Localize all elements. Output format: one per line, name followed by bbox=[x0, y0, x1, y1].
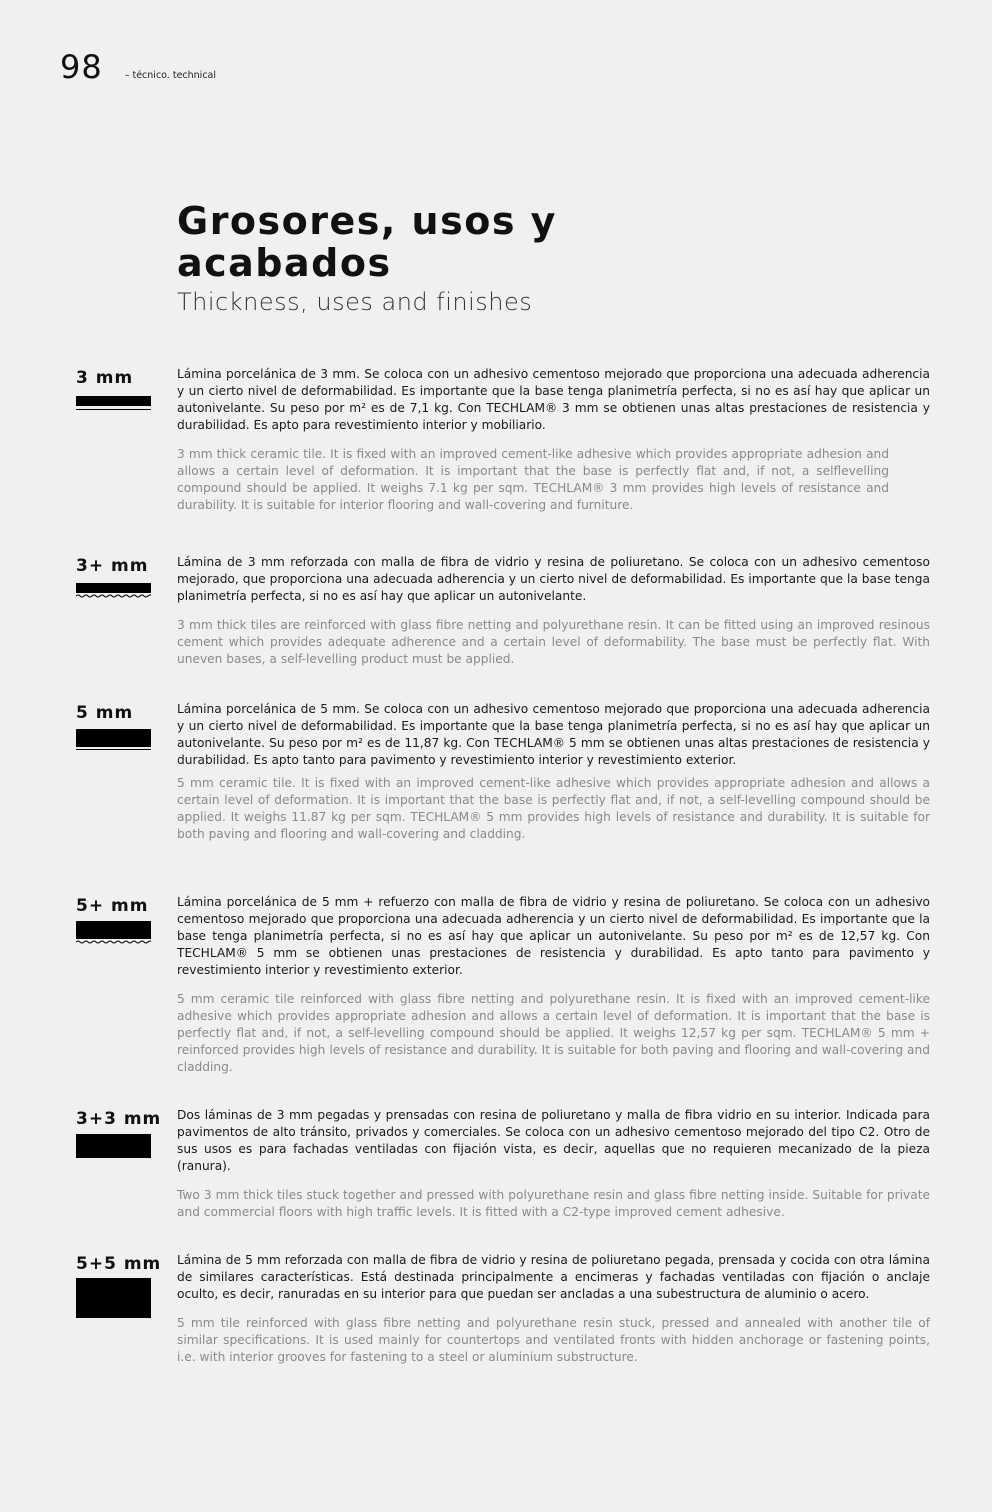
title-block bbox=[177, 200, 697, 316]
entry-text bbox=[177, 1107, 930, 1221]
entry-text bbox=[177, 366, 930, 514]
thickness-label: 5+ mm bbox=[76, 896, 149, 916]
thickness-swatch bbox=[76, 1134, 151, 1158]
description-en: 5 mm tile reinforced with glass fibre netting and polyurethane resin stuck, pressed and annealed with another tile of similar specifications. It is used mainly for countertops and ventilated fronts with hidden anchorage or fastening points, i.e. with interior grooves for fastening to a steel or aluminium substructure. bbox=[177, 1316, 930, 1364]
description-es: Lámina porcelánica de 5 mm + refuerzo con malla de fibra de vidrio y resina de poliuretano. Se coloca con un adhesivo cementoso mejorado que proporciona una adecuada adherencia y un cierto nivel de deformabilidad. Es importante que la base tenga planimetría perfecta, si no es así hay que aplicar un autonivelante. Su peso por m² es de 12,57 kg. Con TECHLAM® 5 mm se obtienen unas prestaciones de resistencia y durabilidad. Es apto tanto para pavimento y revestimiento interior y revestimiento exterior. bbox=[177, 895, 930, 977]
swatch-underline bbox=[76, 749, 151, 750]
page-number: 98 bbox=[60, 48, 103, 86]
description-es: Lámina de 5 mm reforzada con malla de fibra de vidrio y resina de poliuretano pegada, prensada y cocida con otra lámina de similares características. Está destinada principalmente a encimeras y fachadas ventiladas con fijación o anclaje oculto, es decir, ranuradas en su interior para que puedan ser ancladas a una subestructura de aluminio o acero. bbox=[177, 1253, 930, 1301]
thickness-label: 3+3 mm bbox=[76, 1109, 162, 1129]
section-tag: – técnico. technical bbox=[124, 70, 217, 81]
thickness-label: 5+5 mm bbox=[76, 1254, 162, 1274]
description-es: Dos láminas de 3 mm pegadas y prensadas con resina de poliuretano y malla de fibra vidrio en su interior. Indicada para pavimentos de alto tránsito, privados y comerciales. Se coloca con un adhesivo cementoso mejorado del tipo C2. Otro de sus usos es para fachadas ventiladas con fijación vista, es decir, aquellas que no requieren mecanizado de la pieza (ranura). bbox=[177, 1108, 930, 1173]
thickness-swatch bbox=[76, 921, 151, 939]
entry-text bbox=[177, 1252, 930, 1366]
thickness-swatch bbox=[76, 396, 151, 406]
mesh-wave-icon bbox=[76, 594, 151, 598]
thickness-label: 3 mm bbox=[76, 368, 134, 388]
thickness-swatch bbox=[76, 583, 151, 593]
thickness-swatch bbox=[76, 729, 151, 747]
description-es: Lámina porcelánica de 3 mm. Se coloca con un adhesivo cementoso mejorado que proporciona una adecuada adherencia y un cierto nivel de deformabilidad. Es importante que la base tenga planimetría perfecta, si no es así hay que aplicar un autonivelante. Su peso por m² es de 7,1 kg. Con TECHLAM® 3 mm se obtienen unas altas prestaciones de resistencia y durabilidad. Es apto para revestimiento interior y mobiliario. bbox=[177, 367, 930, 432]
page-title: Grosores, usos y acabados bbox=[177, 199, 557, 285]
entry-text bbox=[177, 554, 930, 668]
page-subtitle: Thickness, uses and finishes bbox=[177, 288, 533, 316]
mesh-wave-icon bbox=[76, 940, 151, 944]
description-en: 5 mm ceramic tile reinforced with glass fibre netting and polyurethane resin. It is fixed with an improved cement-like adhesive which provides appropriate adhesion and allows a certain level of deformation. It is important that the base is perfectly flat and, if not, a self-levelling compound should be applied. It weighs 12,57 kg per sqm. TECHLAM® 5 mm + reinforced provides high levels of resistance and durability. It is suitable for both paving and flooring and wall-covering and cladding. bbox=[177, 992, 930, 1074]
description-en: 5 mm ceramic tile. It is fixed with an improved cement-like adhesive which provides appropriate adhesion and allows a certain level of deformation. It is important that the base is perfectly flat and, if not, a self-levelling compound should be applied. It weighs 11.87 kg per sqm. TECHLAM® 5 mm provides high levels of resistance and durability. It is suitable for both paving and flooring and wall-covering and cladding. bbox=[177, 776, 930, 841]
page-header bbox=[60, 48, 216, 86]
description-en: 3 mm thick ceramic tile. It is fixed with an improved cement-like adhesive which provides appropriate adhesion and allows a certain level of deformation. It is important that the base is perfectly flat and, if not, a selflevelling compound should be applied. It weighs 7.1 kg per sqm. TECHLAM® 3 mm provides high levels of resistance and durability. It is suitable for interior flooring and wall-covering and furniture. bbox=[177, 447, 889, 512]
description-en: Two 3 mm thick tiles stuck together and pressed with polyurethane resin and glass fibre netting inside. Suitable for private and commercial floors with high traffic levels. It is fitted with a C2-type improved cement adhesive. bbox=[177, 1188, 930, 1219]
thickness-label: 5 mm bbox=[76, 703, 134, 723]
swatch-underline bbox=[76, 409, 151, 410]
description-es: Lámina porcelánica de 5 mm. Se coloca con un adhesivo cementoso mejorado que proporciona una adecuada adherencia y un cierto nivel de deformabilidad. Es importante que la base tenga planimetría perfecta, si no es así hay que aplicar un autonivelante. Su peso por m² es de 11,87 kg. Con TECHLAM® 5 mm se obtienen unas altas prestaciones de resistencia y durabilidad. Es apto tanto para pavimento y revestimiento interior y revestimiento exterior. bbox=[177, 702, 930, 767]
entry-text bbox=[177, 894, 930, 1076]
thickness-swatch bbox=[76, 1278, 151, 1318]
description-en: 3 mm thick tiles are reinforced with glass fibre netting and polyurethane resin. It can be fitted using an improved resinous cement which provides adequate adherence and a certain level of deformability. The base must be perfectly flat. With uneven bases, a self-levelling product must be applied. bbox=[177, 618, 930, 666]
thickness-label: 3+ mm bbox=[76, 556, 149, 576]
description-es: Lámina de 3 mm reforzada con malla de fibra de vidrio y resina de poliuretano. Se coloca con un adhesivo cementoso mejorado, que proporciona una adecuada adherencia y un cierto nivel de deformabilidad. Es importante que la base tenga planimetría perfecta, si no es así hay que aplicar un autonivelante. bbox=[177, 555, 930, 603]
entry-text bbox=[177, 701, 930, 843]
